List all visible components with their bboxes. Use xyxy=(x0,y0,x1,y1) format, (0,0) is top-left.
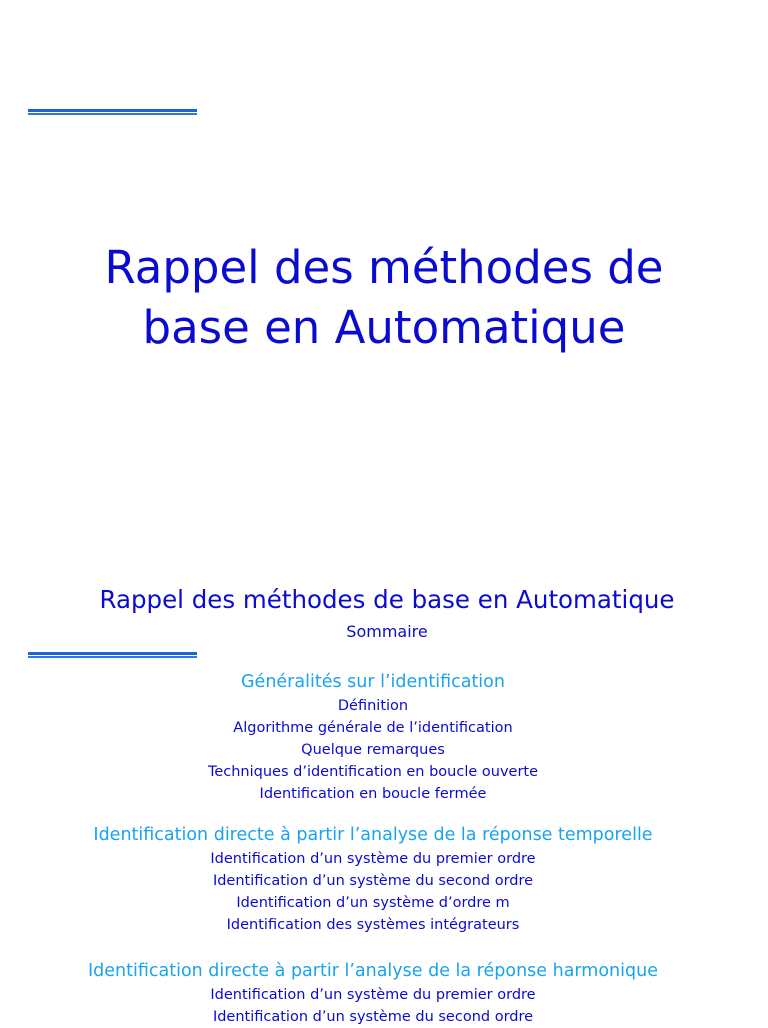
list-item: Définition xyxy=(337,698,409,714)
section-item-list xyxy=(0,984,746,1028)
accent-rule-line xyxy=(28,113,197,115)
list-item: Identification d’un système du premier ordre xyxy=(210,987,536,1003)
accent-rule xyxy=(28,652,197,658)
accent-rule-line xyxy=(28,109,197,112)
accent-rule-line xyxy=(28,652,197,655)
summary-slide xyxy=(0,540,768,1024)
list-item: Identification des systèmes intégrateurs xyxy=(226,917,520,933)
accent-rule xyxy=(28,109,197,115)
slide-title-line: Rappel des méthodes de xyxy=(104,241,664,294)
list-item: Identification d’un système d’ordre m xyxy=(236,895,510,911)
section-item-list xyxy=(0,695,746,805)
list-item: Identification d’un système du premier ordre xyxy=(210,851,536,867)
slide-title-line: base en Automatique xyxy=(142,301,626,354)
accent-rule-line xyxy=(28,656,197,658)
section-heading: Identification directe à partir l’analyse de la réponse harmonique xyxy=(88,961,658,981)
summary-section xyxy=(0,958,746,1028)
section-heading: Généralités sur l’identification xyxy=(241,672,505,692)
summary-section xyxy=(0,822,746,936)
slide-title: Rappel des méthodes de base en Automatique xyxy=(99,585,675,614)
list-item: Identification d’un système du second ordre xyxy=(212,1009,534,1025)
section-item-list xyxy=(0,848,746,936)
slide-title xyxy=(0,238,768,358)
section-heading: Identification directe à partir l’analyse de la réponse temporelle xyxy=(93,825,653,845)
list-item: Identification en boucle fermée xyxy=(259,786,487,802)
list-item: Techniques d’identification en boucle ouverte xyxy=(207,764,539,780)
list-item: Quelque remarques xyxy=(301,742,445,758)
list-item: Algorithme générale de l’identification xyxy=(233,720,513,736)
summary-section xyxy=(0,669,746,805)
list-item: Identification d’un système du second ordre xyxy=(212,873,534,889)
slide-subtitle: Sommaire xyxy=(346,622,428,641)
